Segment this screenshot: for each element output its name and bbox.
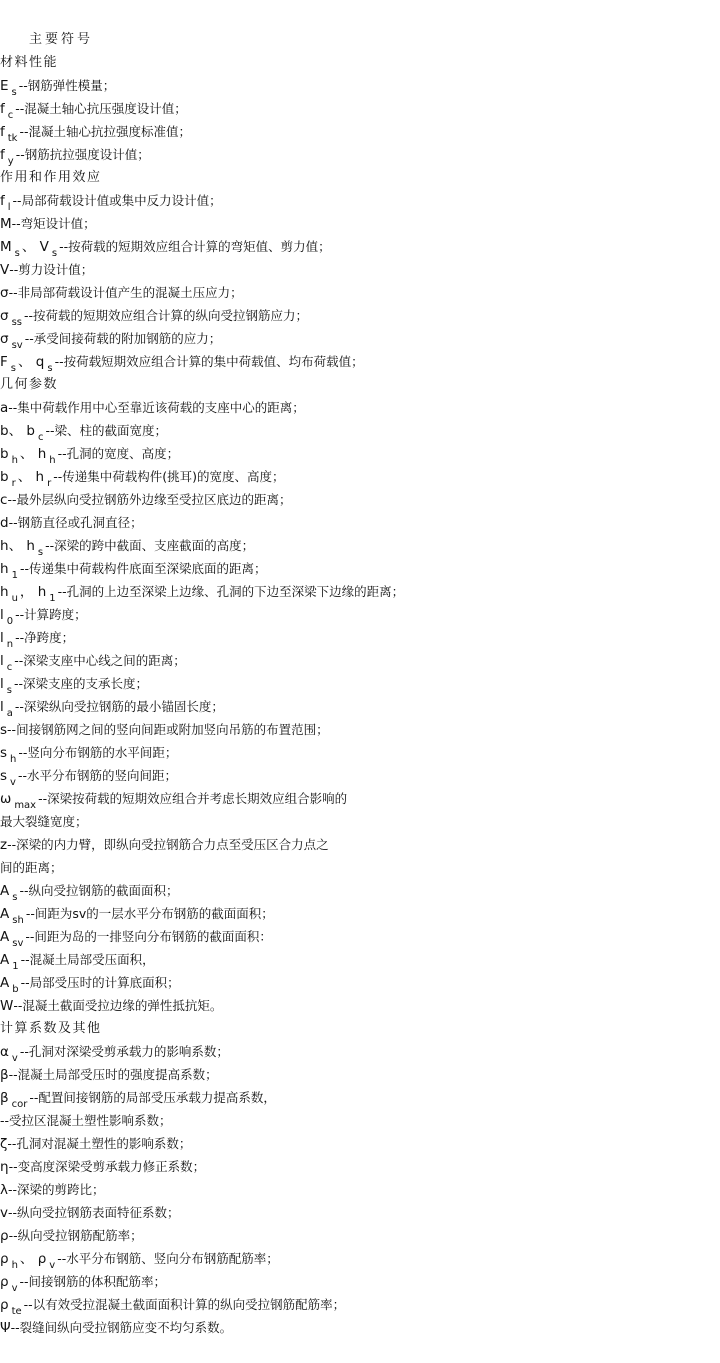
symbol-entry [0,120,720,143]
symbol-entry [0,465,720,488]
symbol-secondary: 、 V [21,239,49,255]
symbol: f [0,124,5,140]
symbol-subscript: h [11,455,18,466]
symbol: A [0,975,10,991]
symbol-entry [0,764,720,787]
symbol-description: --弯矩设计值； [11,216,96,231]
symbol-entry [0,994,720,1017]
symbol-secondary-subscript: s [47,363,53,374]
symbol-entry [0,396,720,419]
symbol-description: --深梁按荷载的短期效应组合并考虑长期效应组合影响的 [38,791,348,806]
symbol: η [0,1159,9,1175]
symbol-entry [0,649,720,672]
symbol: M [0,216,12,232]
symbol-description: --以有效受拉混凝土截面面积计算的纵向受拉钢筋配筋率； [23,1297,346,1312]
symbol-entry [0,626,720,649]
symbol-description: --钢筋抗拉强度设计值； [15,147,150,162]
symbol-description: --孔洞对混凝土塑性的影响系数； [7,1136,192,1151]
symbol-entry [0,442,720,465]
symbol-description: --孔洞对深梁受剪承载力的影响系数； [19,1044,229,1059]
symbol-entry [0,787,720,810]
symbol-description: --变高度深梁受剪承载力修正系数； [8,1159,206,1174]
symbol-description: --水平分布钢筋的竖向间距； [17,768,177,783]
symbol-description: --局部荷载设计值或集中反力设计值； [12,193,222,208]
symbol: h [0,561,9,577]
symbol-secondary: 、 b [8,423,35,439]
symbol-entry [0,143,720,166]
symbol-secondary: 、 h [8,538,35,554]
symbol: σ [0,285,9,301]
symbol-description: --间接钢筋的体积配筋率； [19,1274,167,1289]
symbol: V [0,262,10,278]
symbol-entry [0,235,720,258]
symbol: h [0,584,9,600]
symbol-subscript: y [7,156,14,167]
symbol: ρ [0,1274,9,1290]
symbol-entry [0,1132,720,1155]
symbol-subscript: h [11,1260,18,1271]
symbol-entry [0,672,720,695]
symbol: E [0,78,9,94]
symbol-description: --混凝土局部受压时的强度提高系数； [8,1067,218,1082]
symbol-description: --混凝土轴心抗压强度设计值； [15,101,187,116]
symbol-description: --配置间接钢筋的局部受压承载力提高系数， [29,1090,276,1105]
symbol-description: --间接钢筋网之间的竖向间距或附加竖向吊筋的布置范围； [7,722,329,737]
symbol-secondary-subscript: c [37,432,44,443]
symbol-entry [0,511,720,534]
symbol-entry [0,695,720,718]
symbol-subscript: s [11,87,17,98]
symbol: b [0,423,9,439]
symbol: W [0,998,14,1014]
symbol-secondary-subscript: r [47,478,52,489]
symbol-entry [0,833,720,856]
symbol-entry [0,281,720,304]
symbol-entry [0,1086,720,1109]
symbol-list [0,51,720,1339]
symbol-entry [0,419,720,442]
section-heading: 几何参数 [0,377,59,392]
description-continuation: 间的距离； [0,860,63,875]
symbol-subscript: h [10,754,17,765]
symbol: ζ [0,1136,8,1152]
symbol-subscript: c [6,662,13,673]
symbol-subscript: s [12,892,18,903]
symbol: v [0,1205,8,1221]
symbol-entry [0,603,720,626]
symbol: d [0,515,9,531]
symbol: A [0,952,10,968]
symbol-description: --计算跨度； [15,607,87,622]
symbol-entry [0,902,720,925]
symbol-description: --竖向分布钢筋的水平间距； [18,745,178,760]
symbol-entry [0,1040,720,1063]
symbol-entry [0,879,720,902]
symbol-subscript: s [10,363,16,374]
symbol: A [0,883,10,899]
symbol: ρ [0,1297,9,1313]
symbol: σ [0,331,9,347]
symbol-subscript: 1 [11,570,18,581]
symbol-entry [0,534,720,557]
symbol: β [0,1090,9,1106]
symbol-description: --间距为岛的一排竖向分布钢筋的截面面积： [25,929,272,944]
symbol: a [0,400,9,416]
section-heading: 计算系数及其他 [0,1021,102,1036]
symbol-subscript: c [7,110,14,121]
symbol-subscript: s [6,685,12,696]
symbol-description: --孔洞的宽度、高度； [57,446,180,461]
symbol: z [0,837,8,853]
symbol-entry [0,212,720,235]
symbol-entry [0,1270,720,1293]
symbol: A [0,929,10,945]
symbol: λ [0,1182,8,1198]
symbol-entry [0,741,720,764]
symbol-secondary: 、 q [17,354,45,370]
symbol-description: --传递集中荷载构件底面至深梁底面的距离； [19,561,267,576]
symbol-description: --纵向受拉钢筋的截面面积； [19,883,179,898]
symbol: ρ [0,1251,9,1267]
symbol-subscript: sv [12,938,24,949]
symbol-description: --间距为sv的一层水平分布钢筋的截面面积； [25,906,274,921]
symbol-entry [0,948,720,971]
symbol-description: --纵向受拉钢筋配筋率； [8,1228,143,1243]
symbol-subscript: l [7,202,11,213]
symbol-description: --纵向受拉钢筋表面特征系数； [8,1205,180,1220]
symbol: σ [0,308,9,324]
symbol: b [0,469,9,485]
symbol-description: --深梁的内力臂，即纵向受拉钢筋合力点至受压区合力点之 [7,837,329,852]
symbol: ω [0,791,12,807]
symbol-subscript: te [11,1306,22,1317]
symbol-description: --孔洞的上边至深梁上边缘、孔洞的下边至深梁下边缘的距离； [57,584,405,599]
symbol: s [0,745,8,761]
symbol-description: --净跨度； [15,630,75,645]
symbol-entry [0,327,720,350]
symbol: f [0,193,5,209]
symbol: f [0,101,5,117]
symbol: Ψ [0,1320,11,1336]
symbol: l [0,699,4,715]
symbol: β [0,1067,9,1083]
symbol-entry [0,1247,720,1270]
symbol-subscript: a [6,708,13,719]
symbol-description: --钢筋直径或孔洞直径； [8,515,143,530]
symbol: α [0,1044,9,1060]
symbol-entry [0,971,720,994]
symbol-entry [0,1155,720,1178]
symbol-entry [0,1201,720,1224]
symbol-description: --钢筋弹性模量； [18,78,116,93]
symbol-description: --集中荷载作用中心至靠近该荷载的支座中心的距离； [8,400,305,415]
symbol-entry [0,350,720,373]
symbol-subscript: 1 [12,961,19,972]
symbol-description: --局部受压时的计算底面积； [20,975,180,990]
symbol-entry [0,258,720,281]
symbol-entry [0,488,720,511]
section-heading: 作用和作用效应 [0,170,102,185]
symbol-subscript: max [14,800,37,811]
symbol-description: --梁、柱的截面宽度； [45,423,167,438]
symbol: l [0,630,4,646]
symbol-entry [0,1109,720,1132]
symbol-subscript: v [11,1283,18,1294]
symbol-description: --混凝土局部受压面积， [20,952,155,967]
symbol-secondary: 、 h [19,446,47,462]
symbol-entry [0,74,720,97]
symbol: l [0,676,4,692]
symbol-secondary-subscript: s [51,248,58,259]
symbol-secondary: 、 ρ [19,1251,47,1267]
symbol: F [0,354,8,370]
symbol-secondary-subscript: 1 [49,593,56,604]
symbol-secondary: 、 h [17,469,45,485]
symbol-entry [0,1224,720,1247]
symbol-description: --按荷载的短期效应组合计算的弯矩值、剪力值； [59,239,331,254]
symbol-description: --承受间接荷载的附加钢筋的应力； [24,331,222,346]
symbol-description: --水平分布钢筋、竖向分布钢筋配筋率； [57,1251,279,1266]
symbol: c [0,492,8,508]
symbol: f [0,147,5,163]
symbol-description: --深梁的剪跨比； [8,1182,105,1197]
symbol-subscript: sh [12,915,24,926]
symbol-description: --混凝土截面受拉边缘的弹性抵抗矩。 [13,998,223,1013]
symbol-description: --按荷载短期效应组合计算的集中荷载值、均布荷载值； [54,354,364,369]
symbol: h [0,538,9,554]
symbol-entry [0,718,720,741]
symbol-entry [0,189,720,212]
symbol-secondary-subscript: s [37,547,44,558]
symbol-subscript: s [14,248,20,259]
symbol-description: --混凝土轴心抗拉强度标准值； [19,124,192,139]
symbol: s [0,722,8,738]
symbol: ρ [0,1228,9,1244]
symbol-entry [0,557,720,580]
symbol-subscript: cor [11,1099,28,1110]
symbol-subscript: ss [11,317,22,328]
symbol-description: --非局部荷载设计值产生的混凝土压应力； [8,285,243,300]
symbol-subscript: 0 [6,616,14,627]
symbol-subscript: u [11,593,18,604]
symbol-entry [0,304,720,327]
symbol: l [0,607,4,623]
symbol-description: --受拉区混凝土塑性影响系数； [0,1113,172,1128]
symbol-entry [0,1063,720,1086]
symbol-description: --最外层纵向受拉钢筋外边缘至受拉区底边的距离； [7,492,292,507]
symbol-description: --深梁支座中心线之间的距离； [14,653,186,668]
document-page [0,28,720,1339]
symbol-subscript: n [6,639,14,650]
symbol-description: --按荷载的短期效应组合计算的纵向受拉钢筋应力； [23,308,309,323]
symbol: A [0,906,10,922]
symbol-secondary-subscript: v [49,1260,56,1271]
symbol-subscript: b [12,984,19,995]
description-continuation: 最大裂缝宽度； [0,814,88,829]
symbol-description: --深梁支座的支承长度； [13,676,149,691]
symbol-description: --传递集中荷载构件(挑耳)的宽度、高度； [53,469,285,484]
symbol-entry [0,1178,720,1201]
symbol-description: --剪力设计值； [9,262,94,277]
symbol-subscript: r [11,478,16,489]
document-title: 主要符号 [29,32,94,47]
symbol-secondary: ， h [19,584,47,600]
symbol-entry [0,97,720,120]
section-heading: 材料性能 [0,55,59,70]
symbol-entry [0,1293,720,1316]
symbol-description: --深梁纵向受拉钢筋的最小锚固长度； [14,699,224,714]
symbol: M [0,239,12,255]
symbol-subscript: v [11,1053,18,1064]
symbol: s [0,768,8,784]
symbol: l [0,653,4,669]
symbol: b [0,446,9,462]
symbol-secondary-subscript: h [49,455,56,466]
symbol-entry [0,925,720,948]
symbol-description: --裂缝间纵向受拉钢筋应变不均匀系数。 [10,1320,233,1335]
symbol-entry [0,1316,720,1339]
symbol-subscript: tk [7,133,18,144]
symbol-subscript: v [10,777,16,788]
symbol-description: --深梁的跨中截面、支座截面的高度； [45,538,255,553]
symbol-entry [0,580,720,603]
symbol-subscript: sv [11,340,23,351]
